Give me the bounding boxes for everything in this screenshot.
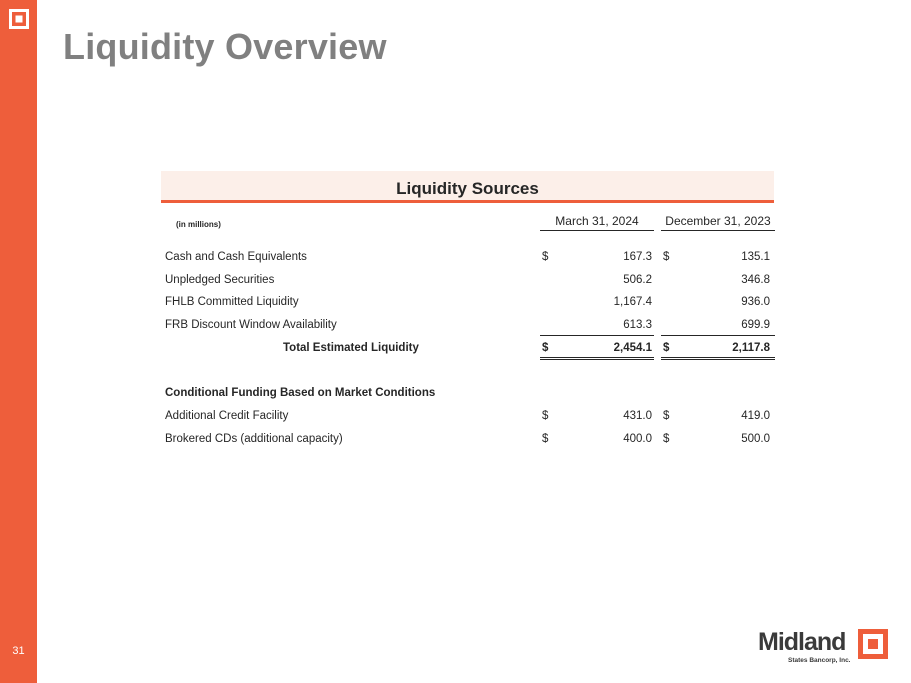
value-december-2023: 346.8 <box>741 274 770 286</box>
currency-symbol: $ <box>663 251 670 263</box>
value-march-2024: 167.3 <box>623 251 652 263</box>
company-logo <box>758 627 890 667</box>
value-march-2024: 431.0 <box>623 410 652 422</box>
value-december-2023: 500.0 <box>741 433 770 445</box>
total-double-rule <box>540 357 654 360</box>
total-label: Total Estimated Liquidity <box>283 342 419 354</box>
table-row <box>165 430 775 448</box>
table-header: Liquidity Sources <box>161 171 774 203</box>
row-label: Unpledged Securities <box>165 274 275 286</box>
currency-symbol: $ <box>542 251 549 263</box>
column-header-december-2023: December 31, 2023 <box>661 212 775 231</box>
table-row <box>165 271 775 289</box>
section-heading <box>165 384 775 402</box>
row-label: FHLB Committed Liquidity <box>165 296 299 308</box>
table-row <box>165 248 775 266</box>
logo-wordmark: Midland <box>758 628 846 656</box>
value-march-2024: 613.3 <box>623 319 652 331</box>
currency-symbol: $ <box>663 410 670 422</box>
row-label: Additional Credit Facility <box>165 410 289 422</box>
value-december-2023: 699.9 <box>741 319 770 331</box>
column-header-march-2024: March 31, 2024 <box>540 212 654 231</box>
page-title: Liquidity Overview <box>63 26 387 67</box>
value-march-2024: 400.0 <box>623 433 652 445</box>
row-label: Cash and Cash Equivalents <box>165 251 307 263</box>
value-march-2024: 506.2 <box>623 274 652 286</box>
subtotal-rule <box>540 335 654 336</box>
value-december-2023: 135.1 <box>741 251 770 263</box>
units-note: (in millions) <box>176 220 221 229</box>
total-december-2023: 2,117.8 <box>732 342 770 354</box>
brand-square-icon <box>9 9 29 29</box>
subtotal-rule <box>661 335 775 336</box>
value-december-2023: 419.0 <box>741 410 770 422</box>
square-in-square-icon <box>858 629 888 659</box>
currency-symbol: $ <box>663 342 670 354</box>
page-number: 31 <box>12 645 25 657</box>
row-label: Brokered CDs (additional capacity) <box>165 433 343 445</box>
total-march-2024: 2,454.1 <box>613 342 652 354</box>
table-row <box>165 293 775 311</box>
value-december-2023: 936.0 <box>741 296 770 308</box>
total-double-rule <box>661 357 775 360</box>
value-march-2024: 1,167.4 <box>613 296 652 308</box>
total-row <box>165 339 775 357</box>
table-row <box>165 407 775 425</box>
currency-symbol: $ <box>542 342 549 354</box>
row-label: FRB Discount Window Availability <box>165 319 337 331</box>
conditional-heading: Conditional Funding Based on Market Conditions <box>165 387 436 399</box>
left-accent-bar <box>0 0 37 683</box>
currency-symbol: $ <box>542 433 549 445</box>
currency-symbol: $ <box>542 410 549 422</box>
table-row <box>165 316 775 334</box>
currency-symbol: $ <box>663 433 670 445</box>
logo-subtitle: States Bancorp, Inc. <box>788 657 851 664</box>
